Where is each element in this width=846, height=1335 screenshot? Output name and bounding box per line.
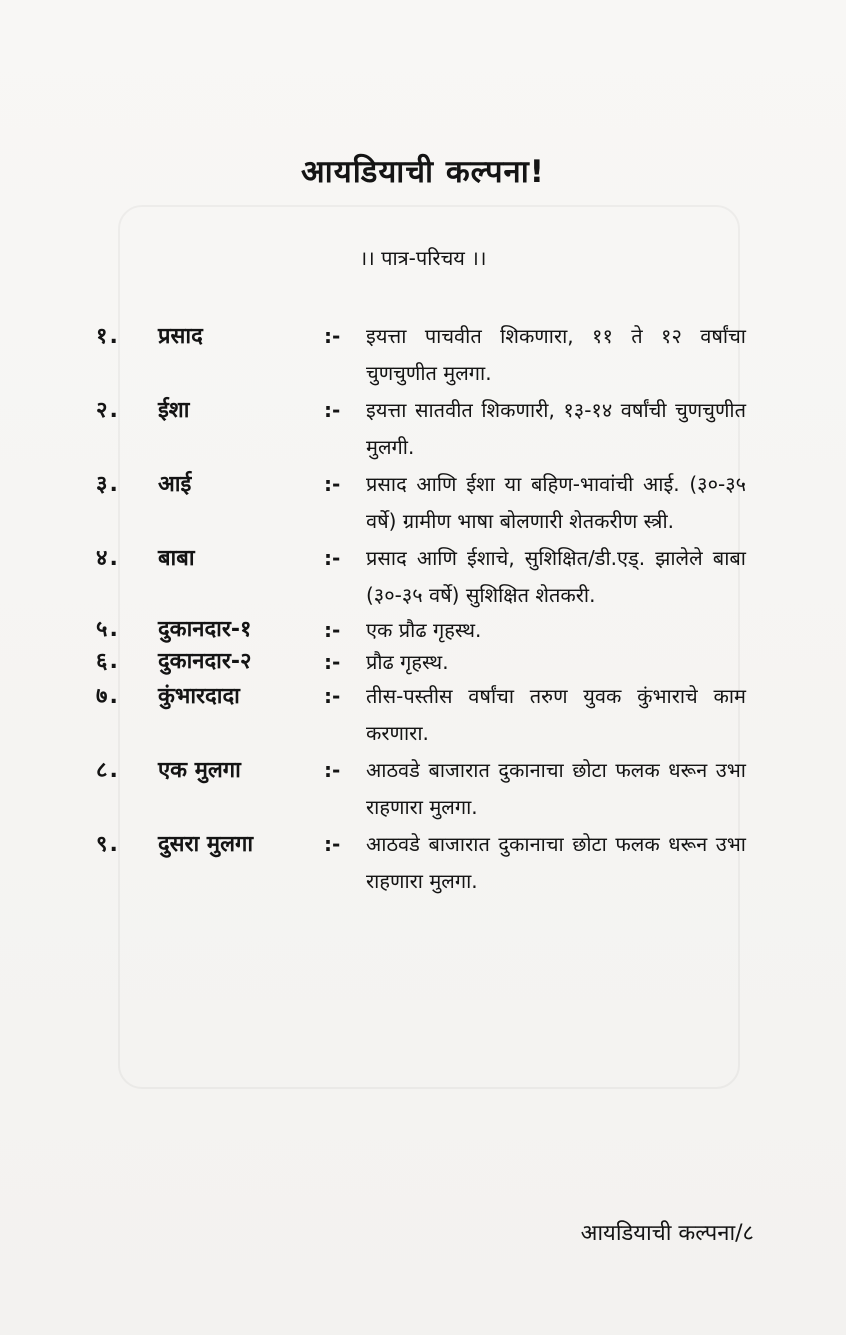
character-name: प्रसाद xyxy=(158,324,203,349)
separator: :- xyxy=(324,618,341,642)
character-name: एक मुलगा xyxy=(158,758,241,783)
character-description: एक प्रौढ गृहस्थ. xyxy=(366,618,482,642)
character-description: प्रसाद आणि ईशा या बहिण-भावांची आई. (३०-३५ वर्षे) ग्रामीण भाषा बोलणारी शेतकरीण स्त्री. xyxy=(366,472,746,533)
entry-number: ७. xyxy=(96,684,120,709)
character-entry xyxy=(96,466,746,540)
character-name: दुसरा मुलगा xyxy=(158,832,254,857)
entry-number: ९. xyxy=(96,832,120,857)
page-title: आयडियाची कल्पना! xyxy=(301,154,545,190)
separator: :- xyxy=(324,758,341,782)
entry-number: १. xyxy=(96,324,120,349)
entry-number: ३. xyxy=(96,472,120,497)
character-description: प्रसाद आणि ईशाचे, सुशिक्षित/डी.एड्. झालेले बाबा (३०-३५ वर्षे) सुशिक्षित शेतकरी. xyxy=(366,546,746,607)
separator: :- xyxy=(324,546,341,570)
separator: :- xyxy=(324,650,341,674)
section-heading: ।। पात्र-परिचय ।। xyxy=(359,246,487,270)
character-name: दुकानदार-२ xyxy=(158,649,252,674)
character-entry xyxy=(96,614,746,646)
character-entry xyxy=(96,752,746,826)
character-entry xyxy=(96,826,746,900)
character-name: ईशा xyxy=(158,398,190,423)
entry-number: ८. xyxy=(96,758,120,783)
character-description: इयत्ता सातवीत शिकणारी, १३-१४ वर्षांची चुणचुणीत मुलगी. xyxy=(366,398,746,459)
entry-number: ४. xyxy=(96,546,120,571)
character-name: दुकानदार-१ xyxy=(158,617,252,642)
separator: :- xyxy=(324,684,341,708)
character-description: इयत्ता पाचवीत शिकणारा, ११ ते १२ वर्षांचा चुणचुणीत मुलगा. xyxy=(366,324,746,385)
character-entry xyxy=(96,646,746,678)
character-description: प्रौढ गृहस्थ. xyxy=(366,650,449,674)
entry-number: ६. xyxy=(96,649,120,674)
character-entry xyxy=(96,318,746,392)
character-description: आठवडे बाजारात दुकानाचा छोटा फलक धरून उभा राहणारा मुलगा. xyxy=(366,832,746,893)
character-entry xyxy=(96,540,746,614)
character-name: आई xyxy=(158,472,192,497)
character-list xyxy=(96,318,746,900)
entry-number: २. xyxy=(96,398,120,423)
separator: :- xyxy=(324,398,341,422)
separator: :- xyxy=(324,324,341,348)
separator: :- xyxy=(324,472,341,496)
page-footer: आयडियाची कल्पना/८ xyxy=(580,1221,754,1246)
character-entry xyxy=(96,392,746,466)
separator: :- xyxy=(324,832,341,856)
character-name: कुंभारदादा xyxy=(158,684,240,709)
entry-number: ५. xyxy=(96,617,120,642)
character-description: आठवडे बाजारात दुकानाचा छोटा फलक धरून उभा राहणारा मुलगा. xyxy=(366,758,746,819)
character-description: तीस-पस्तीस वर्षांचा तरुण युवक कुंभाराचे काम करणारा. xyxy=(366,684,746,745)
character-entry xyxy=(96,678,746,752)
character-name: बाबा xyxy=(158,546,195,571)
